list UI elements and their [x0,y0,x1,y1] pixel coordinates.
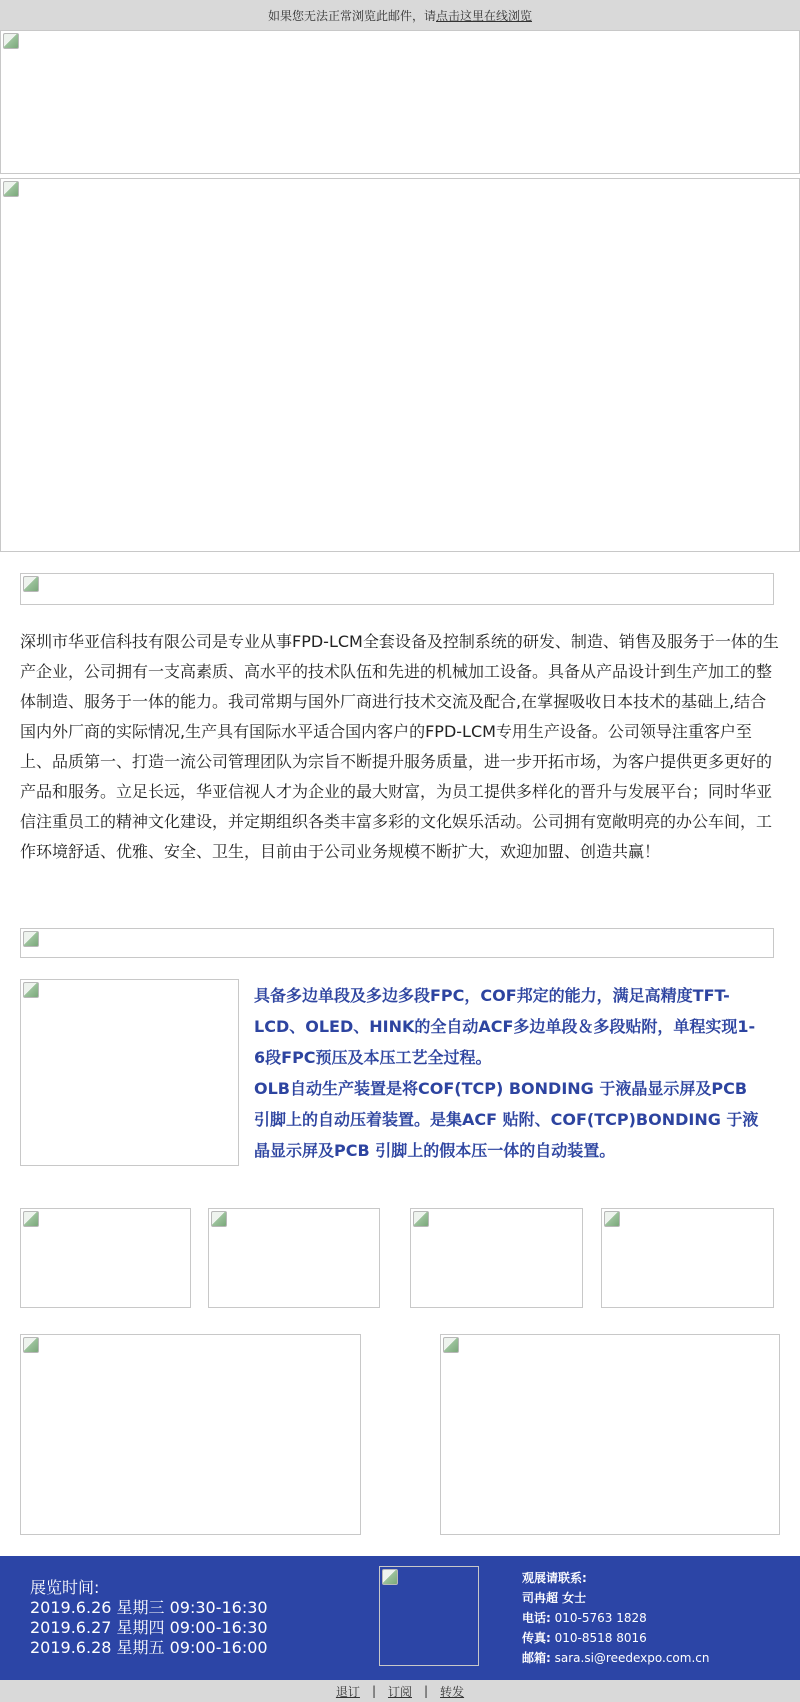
contact-title: 观展请联系: [522,1571,587,1585]
exhibition-date-3: 2019.6.28 星期五 09:00-16:00 [30,1638,268,1657]
exhibition-label: 展览时间: [30,1578,100,1597]
header-banner-image [0,30,800,174]
exhibition-date-2: 2019.6.27 星期四 09:00-16:30 [30,1618,268,1637]
contact-name: 司冉超 女士 [522,1591,587,1605]
fax-label: 传真: [522,1631,551,1645]
separator-2: | [424,1684,429,1698]
feature-paragraph-2: OLB自动生产装置是将COF(TCP) BONDING 于液晶显示屏及PCB 引脚上的自动压着装置。是集ACF 贴附、COF(TCP)BONDING 于液晶显示屏及PCB 引脚上的假本压一体的自动装置。 [254,1079,759,1160]
feature-paragraph-1: 具备多边单段及多边多段FPC，COF邦定的能力，满足高精度TFT-LCD、OLED、HINK的全自动ACF多边单段＆多段贴附，单程实现1-6段FPC预压及本压工艺全过程。 [254,986,756,1067]
top-notice-bar [0,0,800,30]
unsubscribe-link[interactable]: 退订 [335,1684,360,1699]
company-intro-text: 深圳市华亚信科技有限公司是专业从事FPD-LCM全套设备及控制系统的研发、制造、销售及服务于一体的生产企业，公司拥有一支高素质、高水平的技术队伍和先进的机械加工设备。具备从产品设计到生产加工的整体制造、服务于一体的能力。我司常期与国外厂商进行技术交流及配合,在掌握吸收日本技术的基础上,结合国内外厂商的实际情况,生产具有国际水平适合国内客户的FPD-LCM专用生产设备。公司领导注重客户至上、品质第一、打造一流公司管理团队为宗旨不断提升服务质量，进一步开拓市场，为客户提供更多更好的产品和服务。立足长远，华亚信视人才为企业的最大财富，为员工提供多样化的晋升与发展平台；同时华亚信注重员工的精神文化建设，并定期组织各类丰富多彩的文化娱乐活动。公司拥有宽敞明亮的办公车间，工作环境舒适、优雅、安全、卫生，目前由于公司业务规模不断扩大，欢迎加盟、创造共赢！ [20,632,779,861]
exhibition-schedule [30,1578,268,1658]
fax-value: 010-8518 8016 [554,1631,647,1645]
product-image-main [20,979,239,1166]
view-online-link[interactable]: 点击这里在线浏览 [436,8,533,23]
notice-text: 如果您无法正常浏览此邮件，请 [267,8,436,23]
section-heading-image-company [20,573,774,605]
section-heading-image-products [20,928,774,958]
subscribe-link[interactable]: 订阅 [387,1684,412,1699]
phone-value: 010-5763 1828 [554,1611,647,1625]
gallery-image-2 [208,1208,380,1308]
contact-info [522,1568,709,1668]
gallery-image-1 [20,1208,191,1308]
gallery-image-3 [410,1208,583,1308]
gallery-image-large-1 [20,1334,361,1535]
gallery-image-4 [601,1208,774,1308]
exhibition-date-1: 2019.6.26 星期三 09:30-16:30 [30,1598,268,1617]
email-label: 邮箱: [522,1651,551,1665]
email-value[interactable]: sara.si@reedexpo.com.cn [554,1651,710,1665]
bottom-links-bar [0,1680,800,1702]
phone-label: 电话: [522,1611,551,1625]
hero-image [0,178,800,552]
forward-link[interactable]: 转发 [440,1684,465,1699]
qr-code-image [379,1566,479,1666]
separator-1: | [371,1684,376,1698]
exhibition-info-footer [0,1556,800,1680]
product-feature-text [254,980,766,1166]
gallery-image-large-2 [440,1334,780,1535]
